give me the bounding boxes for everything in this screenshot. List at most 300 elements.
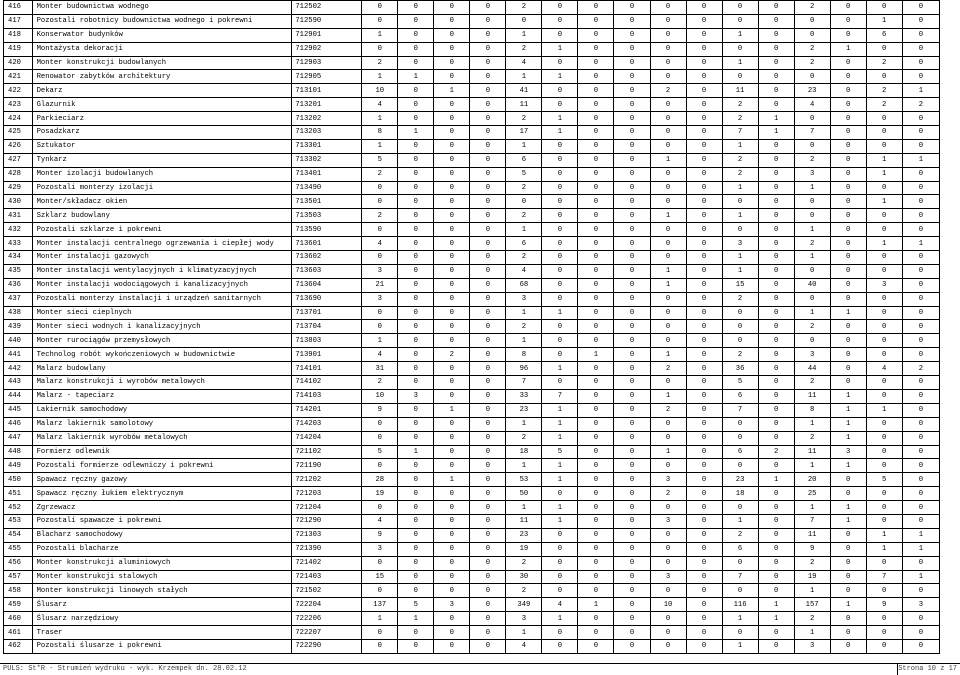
count-cell: 1 [794, 251, 830, 265]
count-cell: 0 [398, 473, 434, 487]
count-cell: 0 [866, 376, 902, 390]
count-cell: 2 [506, 251, 542, 265]
count-cell: 0 [830, 473, 866, 487]
count-cell: 2 [506, 556, 542, 570]
count-cell: 0 [650, 112, 686, 126]
row-number-cell: 460 [4, 612, 33, 626]
count-cell: 0 [614, 84, 650, 98]
count-cell: 0 [686, 306, 722, 320]
count-cell: 0 [902, 56, 939, 70]
count-cell: 1 [542, 459, 578, 473]
count-cell: 0 [398, 626, 434, 640]
count-cell: 0 [866, 626, 902, 640]
count-cell: 0 [758, 181, 794, 195]
row-number-cell: 438 [4, 306, 33, 320]
count-cell: 1 [650, 389, 686, 403]
footer-page-number: Strona 10 z 17 [898, 665, 957, 673]
count-cell: 0 [614, 501, 650, 515]
occupation-name-cell: Malarz lakiernik wyrobów metalowych [32, 431, 292, 445]
count-cell: 2 [722, 167, 758, 181]
occupation-name-cell: Malarz lakiernik samolotowy [32, 417, 292, 431]
count-cell: 0 [722, 1, 758, 15]
count-cell: 4 [866, 362, 902, 376]
row-number-cell: 431 [4, 209, 33, 223]
count-cell: 2 [794, 42, 830, 56]
occupation-name-cell: Spawacz ręczny łukiem elektrycznym [32, 487, 292, 501]
count-cell: 1 [542, 403, 578, 417]
count-cell: 0 [650, 459, 686, 473]
occupation-code-cell: 713701 [292, 306, 362, 320]
count-cell: 0 [434, 320, 470, 334]
count-cell: 0 [686, 431, 722, 445]
count-cell: 0 [650, 612, 686, 626]
count-cell: 1 [434, 84, 470, 98]
count-cell: 0 [362, 320, 398, 334]
table-row [4, 292, 940, 306]
count-cell: 0 [902, 487, 939, 501]
count-cell: 1 [866, 237, 902, 251]
count-cell: 3 [362, 292, 398, 306]
count-cell: 1 [830, 501, 866, 515]
count-cell: 0 [650, 417, 686, 431]
count-cell: 0 [794, 209, 830, 223]
count-cell: 50 [506, 487, 542, 501]
count-cell: 10 [362, 84, 398, 98]
count-cell: 0 [902, 556, 939, 570]
count-cell: 8 [362, 126, 398, 140]
count-cell: 0 [722, 334, 758, 348]
count-cell: 0 [758, 459, 794, 473]
occupation-name-cell: Monter instalacji wodociągowych i kanalizacyjnych [32, 278, 292, 292]
count-cell: 0 [758, 334, 794, 348]
count-cell: 0 [578, 556, 614, 570]
count-cell: 0 [794, 14, 830, 28]
count-cell: 0 [362, 626, 398, 640]
count-cell: 9 [362, 403, 398, 417]
count-cell: 0 [578, 417, 614, 431]
count-cell: 1 [830, 598, 866, 612]
occupation-name-cell: Pozostali robotnicy budownictwa wodnego i pokrewni [32, 14, 292, 28]
row-number-cell: 450 [4, 473, 33, 487]
count-cell: 0 [686, 362, 722, 376]
count-cell: 15 [362, 570, 398, 584]
table-row [4, 501, 940, 515]
count-cell: 0 [362, 14, 398, 28]
occupation-code-cell: 714203 [292, 417, 362, 431]
count-cell: 2 [650, 487, 686, 501]
count-cell: 0 [830, 584, 866, 598]
count-cell: 0 [650, 42, 686, 56]
count-cell: 3 [902, 598, 939, 612]
count-cell: 0 [758, 570, 794, 584]
count-cell: 0 [362, 181, 398, 195]
count-cell: 31 [362, 362, 398, 376]
count-cell: 0 [686, 1, 722, 15]
count-cell: 0 [614, 389, 650, 403]
count-cell: 0 [686, 237, 722, 251]
count-cell: 0 [866, 126, 902, 140]
count-cell: 0 [902, 334, 939, 348]
count-cell: 0 [614, 195, 650, 209]
count-cell: 0 [470, 473, 506, 487]
count-cell: 1 [866, 195, 902, 209]
count-cell: 53 [506, 473, 542, 487]
count-cell: 0 [830, 278, 866, 292]
count-cell: 1 [830, 306, 866, 320]
count-cell: 4 [362, 514, 398, 528]
count-cell: 7 [542, 389, 578, 403]
occupation-code-cell: 713302 [292, 153, 362, 167]
table-row [4, 251, 940, 265]
table-body [4, 1, 940, 654]
count-cell: 11 [722, 84, 758, 98]
count-cell: 0 [686, 445, 722, 459]
table-row [4, 584, 940, 598]
count-cell: 0 [578, 70, 614, 84]
count-cell: 0 [794, 112, 830, 126]
count-cell: 137 [362, 598, 398, 612]
count-cell: 0 [758, 403, 794, 417]
count-cell: 0 [578, 126, 614, 140]
count-cell: 1 [506, 28, 542, 42]
row-number-cell: 419 [4, 42, 33, 56]
table-row [4, 126, 940, 140]
count-cell: 0 [902, 639, 939, 653]
count-cell: 0 [686, 612, 722, 626]
count-cell: 0 [902, 126, 939, 140]
count-cell: 0 [830, 348, 866, 362]
count-cell: 2 [650, 403, 686, 417]
count-cell: 0 [362, 195, 398, 209]
count-cell: 0 [902, 278, 939, 292]
count-cell: 0 [758, 417, 794, 431]
occupation-code-cell: 721390 [292, 542, 362, 556]
count-cell: 0 [614, 584, 650, 598]
row-number-cell: 429 [4, 181, 33, 195]
count-cell: 0 [866, 514, 902, 528]
count-cell: 1 [650, 264, 686, 278]
count-cell: 0 [902, 612, 939, 626]
occupation-name-cell: Pozostali ślusarze i pokrewni [32, 639, 292, 653]
occupation-name-cell: Montażysta dekoracji [32, 42, 292, 56]
row-number-cell: 453 [4, 514, 33, 528]
count-cell: 0 [902, 195, 939, 209]
count-cell: 0 [686, 139, 722, 153]
occupation-code-cell: 722207 [292, 626, 362, 640]
count-cell: 0 [650, 431, 686, 445]
count-cell: 0 [542, 639, 578, 653]
count-cell: 0 [434, 251, 470, 265]
count-cell: 10 [362, 389, 398, 403]
occupation-code-cell: 721402 [292, 556, 362, 570]
row-number-cell: 420 [4, 56, 33, 70]
count-cell: 0 [470, 501, 506, 515]
count-cell: 0 [902, 445, 939, 459]
count-cell: 0 [614, 362, 650, 376]
count-cell: 1 [650, 278, 686, 292]
count-cell: 0 [902, 306, 939, 320]
count-cell: 0 [758, 223, 794, 237]
count-cell: 0 [398, 167, 434, 181]
count-cell: 0 [902, 112, 939, 126]
count-cell: 0 [542, 209, 578, 223]
count-cell: 0 [542, 223, 578, 237]
count-cell: 1 [506, 70, 542, 84]
count-cell: 0 [578, 584, 614, 598]
count-cell: 1 [794, 501, 830, 515]
count-cell: 2 [434, 348, 470, 362]
count-cell: 0 [578, 626, 614, 640]
count-cell: 0 [434, 42, 470, 56]
count-cell: 1 [506, 417, 542, 431]
count-cell: 0 [686, 223, 722, 237]
count-cell: 0 [650, 306, 686, 320]
count-cell: 0 [830, 181, 866, 195]
occupation-name-cell: Monter konstrukcji linowych stałych [32, 584, 292, 598]
count-cell: 0 [830, 542, 866, 556]
count-cell: 0 [398, 139, 434, 153]
count-cell: 0 [470, 431, 506, 445]
count-cell: 157 [794, 598, 830, 612]
count-cell: 0 [434, 501, 470, 515]
count-cell: 0 [830, 98, 866, 112]
count-cell: 0 [398, 28, 434, 42]
count-cell: 0 [758, 264, 794, 278]
count-cell: 0 [578, 487, 614, 501]
count-cell: 0 [470, 626, 506, 640]
count-cell: 0 [398, 348, 434, 362]
count-cell: 0 [470, 570, 506, 584]
count-cell: 2 [506, 209, 542, 223]
count-cell: 0 [542, 181, 578, 195]
count-cell: 2 [722, 153, 758, 167]
count-cell: 0 [434, 264, 470, 278]
table-row [4, 264, 940, 278]
count-cell: 2 [866, 56, 902, 70]
count-cell: 0 [398, 153, 434, 167]
count-cell: 0 [758, 251, 794, 265]
count-cell: 0 [542, 320, 578, 334]
occupation-name-cell: Pozostali monterzy instalacji i urządzeń sanitarnych [32, 292, 292, 306]
count-cell: 23 [794, 84, 830, 98]
row-number-cell: 421 [4, 70, 33, 84]
table-row [4, 42, 940, 56]
count-cell: 1 [578, 348, 614, 362]
count-cell: 0 [398, 514, 434, 528]
occupation-code-cell: 721303 [292, 528, 362, 542]
occupation-code-cell: 713803 [292, 334, 362, 348]
count-cell: 0 [470, 209, 506, 223]
table-row [4, 514, 940, 528]
count-cell: 0 [470, 445, 506, 459]
count-cell: 21 [362, 278, 398, 292]
count-cell: 0 [650, 139, 686, 153]
count-cell: 0 [758, 28, 794, 42]
occupation-code-cell: 713503 [292, 209, 362, 223]
count-cell: 0 [614, 112, 650, 126]
count-cell: 0 [470, 514, 506, 528]
row-number-cell: 443 [4, 376, 33, 390]
occupation-name-cell: Monter sieci wodnych i kanalizacyjnych [32, 320, 292, 334]
count-cell: 1 [722, 181, 758, 195]
count-cell: 0 [614, 639, 650, 653]
occupation-code-cell: 713101 [292, 84, 362, 98]
count-cell: 0 [902, 584, 939, 598]
count-cell: 0 [686, 334, 722, 348]
count-cell: 0 [830, 14, 866, 28]
count-cell: 1 [506, 626, 542, 640]
count-cell: 0 [758, 195, 794, 209]
count-cell: 0 [722, 417, 758, 431]
count-cell: 0 [830, 126, 866, 140]
count-cell: 2 [722, 292, 758, 306]
count-cell: 0 [470, 237, 506, 251]
table-row [4, 473, 940, 487]
count-cell: 1 [794, 306, 830, 320]
count-cell: 9 [362, 528, 398, 542]
occupation-name-cell: Zgrzewacz [32, 501, 292, 515]
table-row [4, 417, 940, 431]
table-row [4, 209, 940, 223]
count-cell: 0 [614, 570, 650, 584]
count-cell: 1 [830, 459, 866, 473]
count-cell: 2 [866, 98, 902, 112]
count-cell: 0 [542, 195, 578, 209]
count-cell: 0 [758, 542, 794, 556]
count-cell: 19 [362, 487, 398, 501]
count-cell: 0 [434, 626, 470, 640]
count-cell: 0 [830, 70, 866, 84]
count-cell: 0 [470, 306, 506, 320]
count-cell: 1 [758, 112, 794, 126]
count-cell: 0 [362, 1, 398, 15]
count-cell: 0 [398, 264, 434, 278]
occupation-code-cell: 721502 [292, 584, 362, 598]
count-cell: 0 [866, 112, 902, 126]
occupation-name-cell: Pozostali spawacze i pokrewni [32, 514, 292, 528]
count-cell: 0 [758, 487, 794, 501]
count-cell: 0 [542, 139, 578, 153]
row-number-cell: 449 [4, 459, 33, 473]
count-cell: 0 [686, 473, 722, 487]
row-number-cell: 426 [4, 139, 33, 153]
row-number-cell: 447 [4, 431, 33, 445]
count-cell: 0 [434, 209, 470, 223]
row-number-cell: 423 [4, 98, 33, 112]
count-cell: 0 [686, 598, 722, 612]
occupation-code-cell: 722206 [292, 612, 362, 626]
count-cell: 1 [542, 306, 578, 320]
count-cell: 0 [830, 56, 866, 70]
count-cell: 7 [794, 514, 830, 528]
count-cell: 0 [686, 542, 722, 556]
count-cell: 1 [542, 112, 578, 126]
count-cell: 0 [434, 98, 470, 112]
count-cell: 7 [722, 570, 758, 584]
count-cell: 18 [506, 445, 542, 459]
occupation-name-cell: Konserwator budynków [32, 28, 292, 42]
count-cell: 0 [902, 459, 939, 473]
count-cell: 1 [794, 626, 830, 640]
count-cell: 1 [542, 70, 578, 84]
count-cell: 0 [830, 264, 866, 278]
count-cell: 0 [830, 195, 866, 209]
count-cell: 0 [362, 417, 398, 431]
count-cell: 2 [902, 362, 939, 376]
count-cell: 4 [794, 98, 830, 112]
count-cell: 0 [398, 431, 434, 445]
count-cell: 0 [578, 362, 614, 376]
count-cell: 8 [794, 403, 830, 417]
occupation-code-cell: 713704 [292, 320, 362, 334]
count-cell: 0 [614, 181, 650, 195]
count-cell: 0 [470, 417, 506, 431]
count-cell: 0 [866, 306, 902, 320]
count-cell: 0 [686, 209, 722, 223]
occupation-name-cell: Lakiernik samochodowy [32, 403, 292, 417]
count-cell: 0 [758, 70, 794, 84]
count-cell: 0 [470, 362, 506, 376]
count-cell: 0 [650, 528, 686, 542]
row-number-cell: 427 [4, 153, 33, 167]
count-cell: 0 [470, 320, 506, 334]
count-cell: 41 [506, 84, 542, 98]
count-cell: 0 [362, 584, 398, 598]
count-cell: 2 [362, 209, 398, 223]
count-cell: 0 [650, 126, 686, 140]
count-cell: 0 [866, 445, 902, 459]
occupation-code-cell: 721202 [292, 473, 362, 487]
count-cell: 0 [650, 237, 686, 251]
count-cell: 1 [902, 528, 939, 542]
count-cell: 0 [758, 626, 794, 640]
count-cell: 1 [578, 598, 614, 612]
count-cell: 0 [686, 278, 722, 292]
row-number-cell: 435 [4, 264, 33, 278]
count-cell: 0 [578, 376, 614, 390]
count-cell: 0 [470, 334, 506, 348]
count-cell: 0 [434, 306, 470, 320]
count-cell: 0 [578, 306, 614, 320]
count-cell: 0 [434, 389, 470, 403]
count-cell: 0 [434, 445, 470, 459]
count-cell: 96 [506, 362, 542, 376]
count-cell: 0 [434, 528, 470, 542]
count-cell: 0 [758, 528, 794, 542]
count-cell: 349 [506, 598, 542, 612]
count-cell: 0 [470, 251, 506, 265]
count-cell: 0 [866, 639, 902, 653]
count-cell: 1 [866, 167, 902, 181]
count-cell: 40 [794, 278, 830, 292]
count-cell: 0 [434, 167, 470, 181]
count-cell: 0 [578, 14, 614, 28]
count-cell: 0 [902, 14, 939, 28]
count-cell: 2 [794, 376, 830, 390]
count-cell: 0 [650, 1, 686, 15]
count-cell: 0 [902, 348, 939, 362]
count-cell: 0 [578, 84, 614, 98]
count-cell: 0 [542, 528, 578, 542]
count-cell: 0 [434, 70, 470, 84]
count-cell: 0 [902, 28, 939, 42]
count-cell: 0 [902, 70, 939, 84]
count-cell: 1 [902, 542, 939, 556]
count-cell: 0 [650, 223, 686, 237]
row-number-cell: 436 [4, 278, 33, 292]
count-cell: 0 [866, 556, 902, 570]
count-cell: 1 [722, 251, 758, 265]
